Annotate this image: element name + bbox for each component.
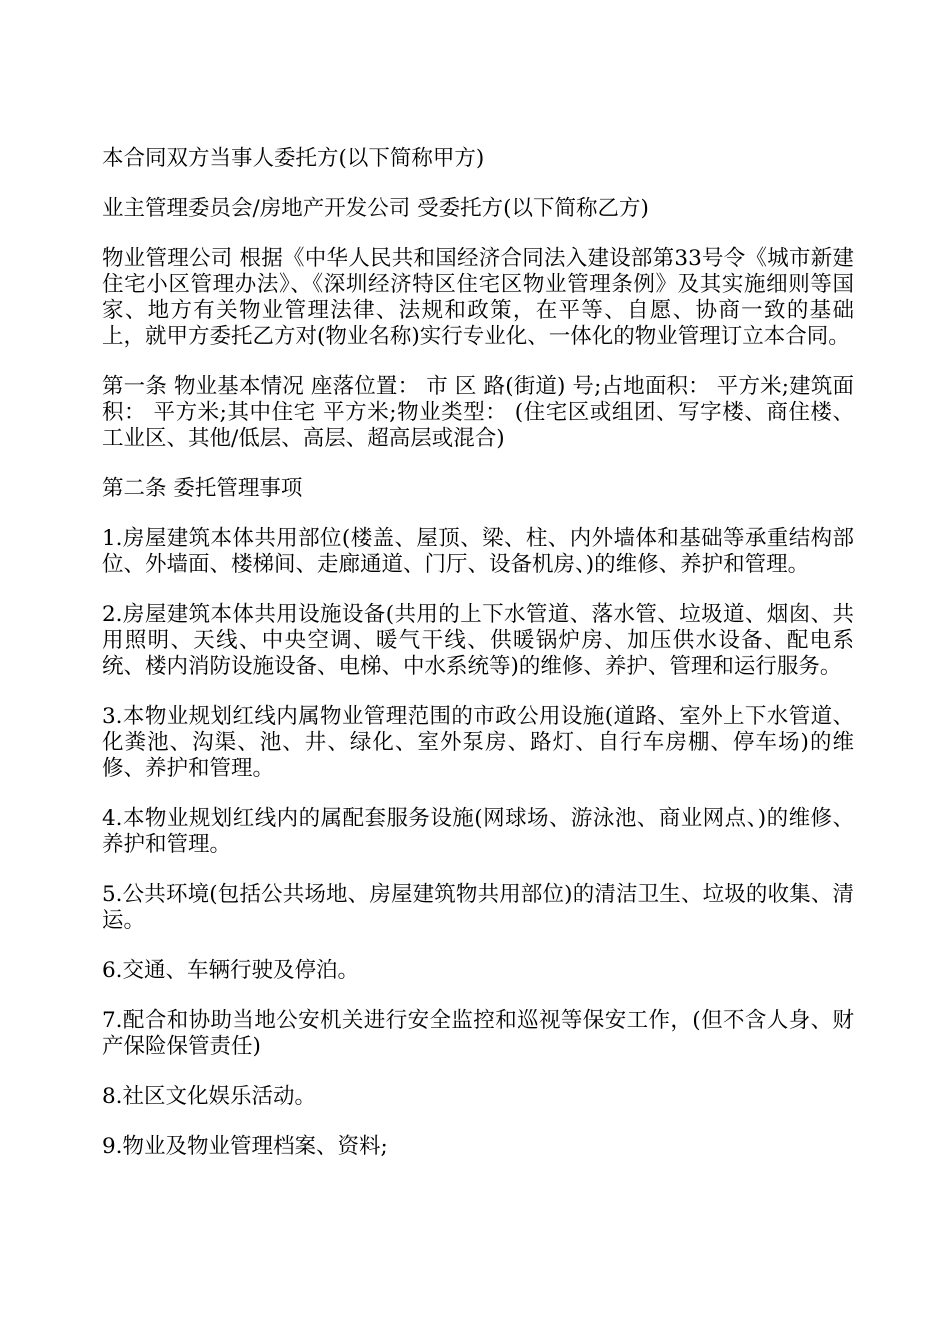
list-item-8: 8.社区文化娱乐活动。 xyxy=(102,1084,317,1109)
list-item-5: 5.公共环境(包括公共场地、房屋建筑物共用部位)的清洁卫生、垃圾的收集、清运。 xyxy=(102,882,854,933)
list-item-7: 7.配合和协助当地公安机关进行安全监控和巡视等保安工作，(但不含人身、财产保险保管责任) xyxy=(102,1008,854,1059)
paragraph-parties-principal: 本合同双方当事人委托方(以下简称甲方) xyxy=(102,146,485,171)
list-item-2: 2.房屋建筑本体共用设施设备(共用的上下水管道、落水管、垃圾道、烟囱、共用照明、天线、中央空调、暖气干线、供暖锅炉房、加压供水设备、配电系统、楼内消防设施设备、电梯、中水系统等)的维修、养护、管理和运行服务。 xyxy=(102,602,854,679)
paragraph-preamble: 物业管理公司 根据《中华人民共和国经济合同法入建设部第33号令《城市新建住宅小区管理办法》、《深圳经济特区住宅区物业管理条例》及其实施细则等国家、地方有关物业管理法律、法规和政策，在平等、自愿、协商一致的基础上，就甲方委托乙方对(物业名称)实行专业化、一体化的物业管理订立本合同。 xyxy=(102,246,854,349)
list-item-9: 9.物业及物业管理档案、资料; xyxy=(102,1134,388,1159)
paragraph-parties-agent: 业主管理委员会/房地产开发公司 受委托方(以下简称乙方) xyxy=(102,196,649,221)
list-item-3: 3.本物业规划红线内属物业管理范围的市政公用设施(道路、室外上下水管道、化粪池、沟渠、池、井、绿化、室外泵房、路灯、自行车房棚、停车场)的维修、养护和管理。 xyxy=(102,704,854,781)
paragraph-article-2-heading: 第二条 委托管理事项 xyxy=(102,476,303,501)
list-item-6: 6.交通、车辆行驶及停泊。 xyxy=(102,958,360,983)
document-page xyxy=(102,146,854,1184)
list-item-4: 4.本物业规划红线内的属配套服务设施(网球场、游泳池、商业网点、)的维修、养护和管理。 xyxy=(102,806,854,857)
paragraph-article-1: 第一条 物业基本情况 座落位置： 市 区 路(街道) 号;占地面积： 平方米;建筑面积： 平方米;其中住宅 平方米;物业类型： (住宅区或组团、写字楼、商住楼、工业区、其他/低层、高层、超高层或混合) xyxy=(102,374,854,451)
list-item-1: 1.房屋建筑本体共用部位(楼盖、屋顶、梁、柱、内外墙体和基础等承重结构部位、外墙面、楼梯间、走廊通道、门厅、设备机房、)的维修、养护和管理。 xyxy=(102,526,854,577)
